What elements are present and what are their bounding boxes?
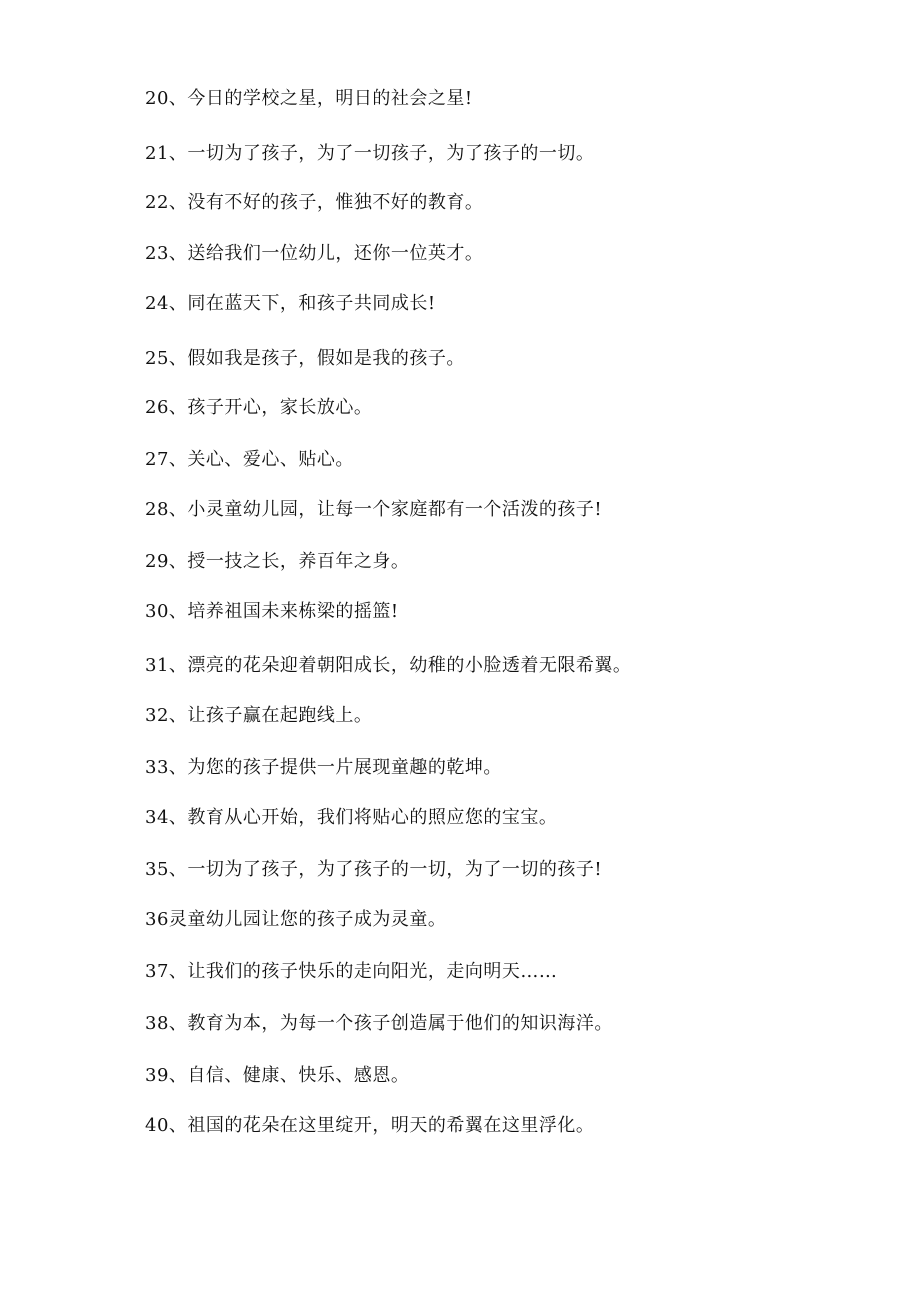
list-item: 32、让孩子赢在起跑线上。 (145, 705, 373, 726)
list-item: 23、送给我们一位幼儿，还你一位英才。 (145, 243, 484, 264)
list-item: 27、关心、爱心、贴心。 (145, 449, 354, 470)
list-item: 20、今日的学校之星，明日的社会之星! (145, 88, 473, 109)
list-item: 30、培养祖国未来栋梁的摇篮! (145, 601, 399, 622)
list-item: 35、一切为了孩子，为了孩子的一切，为了一切的孩子! (145, 859, 603, 880)
list-item: 39、自信、健康、快乐、感恩。 (145, 1065, 410, 1086)
list-item: 37、让我们的孩子快乐的走向阳光，走向明天…… (145, 961, 558, 982)
list-item: 36灵童幼儿园让您的孩子成为灵童。 (145, 909, 447, 930)
list-item: 26、孩子开心，家长放心。 (145, 397, 373, 418)
list-item: 31、漂亮的花朵迎着朝阳成长，幼稚的小脸透着无限希翼。 (145, 655, 632, 676)
list-item: 21、一切为了孩子，为了一切孩子，为了孩子的一切。 (145, 143, 595, 164)
list-item: 28、小灵童幼儿园，让每一个家庭都有一个活泼的孩子! (145, 499, 603, 520)
list-item: 33、为您的孩子提供一片展现童趣的乾坤。 (145, 757, 502, 778)
list-item: 40、祖国的花朵在这里绽开，明天的希翼在这里浮化。 (145, 1115, 595, 1136)
list-item: 24、同在蓝天下，和孩子共同成长! (145, 293, 436, 314)
list-item: 29、授一技之长，养百年之身。 (145, 551, 410, 572)
list-item: 22、没有不好的孩子，惟独不好的教育。 (145, 192, 484, 213)
list-item: 34、教育从心开始，我们将贴心的照应您的宝宝。 (145, 807, 558, 828)
list-item: 38、教育为本，为每一个孩子创造属于他们的知识海洋。 (145, 1013, 613, 1034)
list-item: 25、假如我是孩子，假如是我的孩子。 (145, 348, 465, 369)
